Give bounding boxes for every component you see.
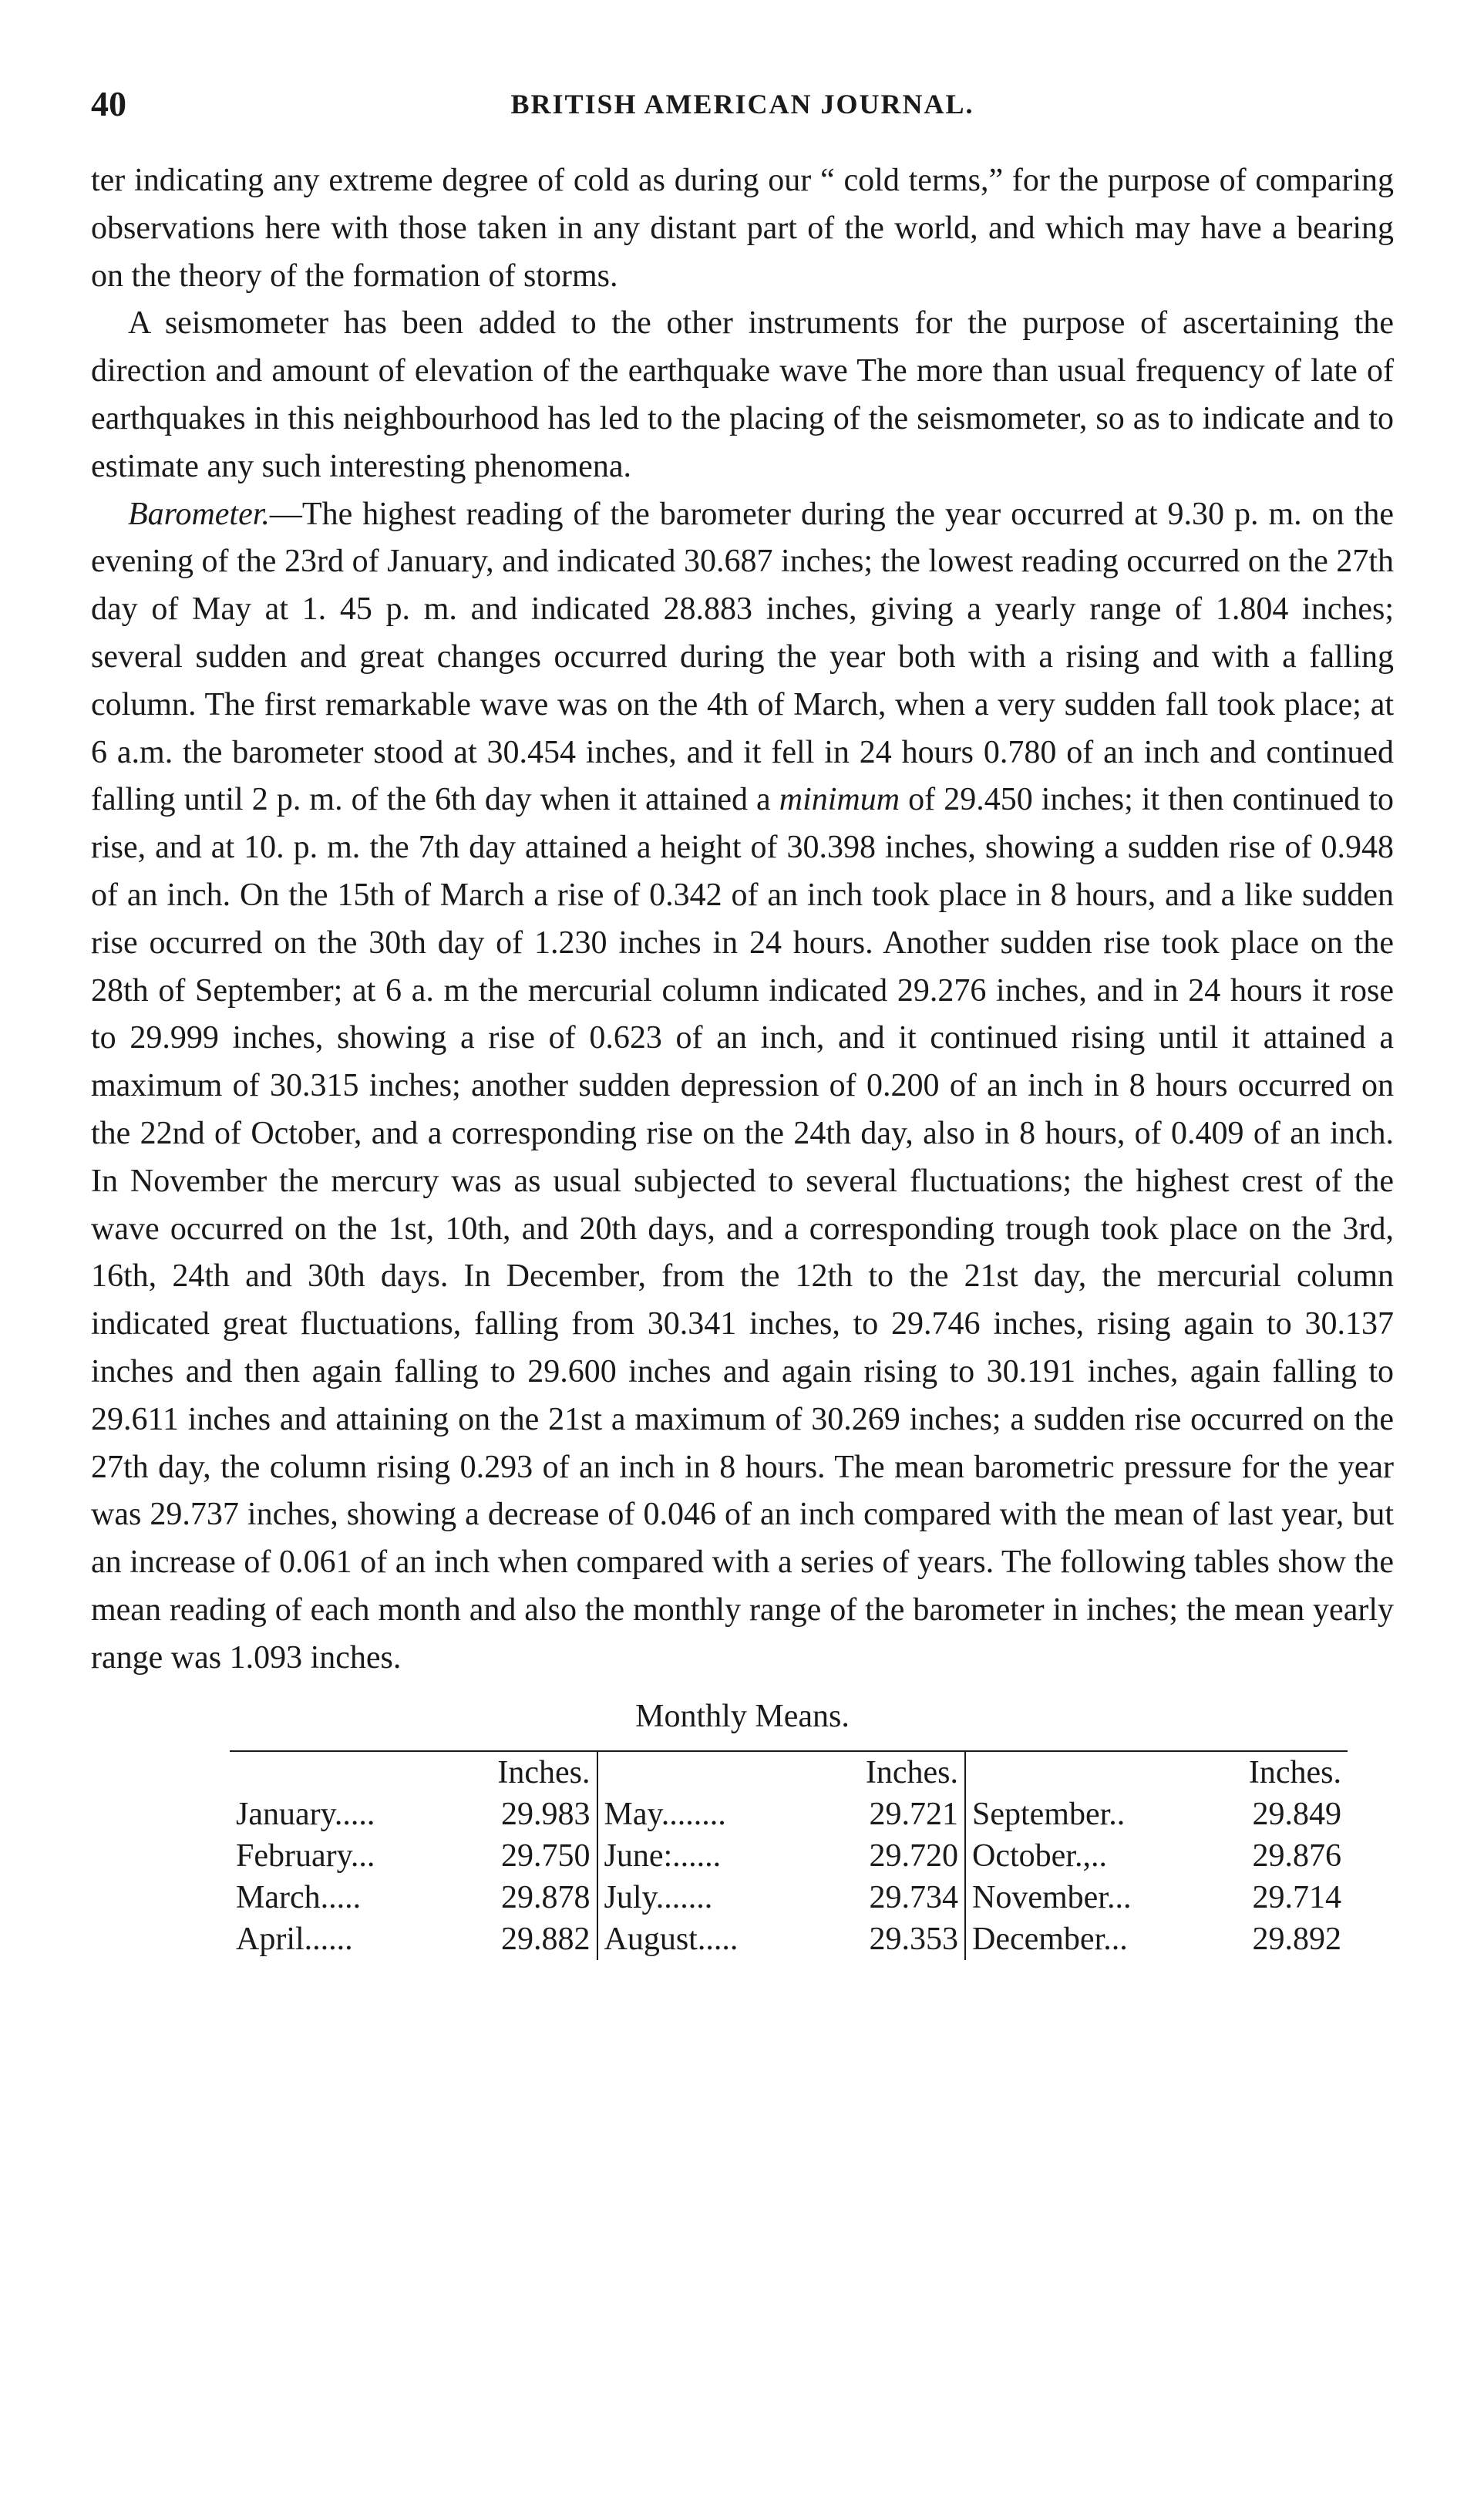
value-cell: 29.876 xyxy=(1252,1837,1341,1874)
table-row xyxy=(230,1918,1348,1960)
table-row xyxy=(230,1835,1348,1877)
paragraph-barometer xyxy=(91,491,1394,1682)
value-cell: 29.983 xyxy=(435,1794,597,1835)
barometer-lead: Barometer. xyxy=(128,496,270,532)
month-cell: December... xyxy=(972,1921,1128,1957)
table-title: Monthly Means. xyxy=(635,1698,850,1734)
unit-header-1: Inches. xyxy=(435,1751,597,1794)
month-cell: February... xyxy=(236,1837,375,1874)
value-cell: 29.878 xyxy=(435,1877,597,1918)
unit-header-3: Inches. xyxy=(1248,1754,1341,1790)
month-cell: July....... xyxy=(604,1879,713,1915)
value-cell: 29.849 xyxy=(1252,1796,1341,1832)
journal-page xyxy=(91,83,1394,1960)
value-cell: 29.714 xyxy=(1252,1879,1341,1915)
value-cell: 29.353 xyxy=(803,1918,966,1960)
value-cell: 29.892 xyxy=(1252,1921,1341,1957)
table-row xyxy=(230,1877,1348,1918)
paragraph-seismometer: A seismometer has been added to the other instruments for the purpose of ascertaining the direction and amount of elevation of the earthquake wave The more than usual frequency of late of earthquakes in this neighbourhood has led to the placing of the seismometer, so as to indicate and to estimate any such interesting phenomena. xyxy=(91,305,1394,484)
month-cell: April...... xyxy=(236,1921,353,1957)
value-cell: 29.750 xyxy=(435,1835,597,1877)
barometer-text-b: of 29.450 inches; it then continued to rise, and at 10. p. m. the 7th day attained a height of 30.398 inches, showing a sudden rise of 0.948 of an inch. On the 15th of March a rise of 0.342 of an inch took place in 8 hours, and a like sudden rise occurred on the 30th day of 1.230 inches in 24 hours. Another sudden rise took place on the 28th of September; at 6 a. m the mercurial column indicated 29.276 inches, and in 24 hours it rose to 29.999 inches, showing a rise of 0.623 of an inch, and it continued rising until it attained a maximum of 30.315 inches; another sudden depression of 0.200 of an inch in 8 hours occurred on the 22nd of October, and a corresponding rise on the 24th day, also in 8 hours, of 0.409 of an inch. In November the mercury was as usual subjected to several fluctuations; the highest crest of the wave occurred on the 1st, 10th, and 20th days, and a corresponding trough took place on the 3rd, 16th, 24th and 30th days. In December, from the 12th to the 21st day, the mercurial column indicated great fluctuations, falling from 30.341 inches, to 29.746 inches, rising again to 30.137 inches and then again falling to 29.600 inches and again rising to 30.191 inches, again falling to 29.611 inches and attaining on the 21st a maximum of 30.269 inches; a sudden rise occurred on the 27th day, the column rising 0.293 of an inch in 8 hours. The mean barometric pressure for the year was 29.737 inches, showing a decrease of 0.046 of an inch compared with the mean of last year, but an increase of 0.061 of an inch when compared with a series of years. The following tables show the mean reading of each month and also the monthly range of the barometer in inches; the mean yearly range was 1.093 inches. xyxy=(91,782,1394,1676)
month-cell: October.,.. xyxy=(972,1837,1107,1874)
month-cell: May........ xyxy=(604,1796,726,1832)
barometer-text-a: —The highest reading of the barometer during the year occurred at 9.30 p. m. on the evening of the 23rd of January, and indicated 30.687 inches; the lowest reading occurred on the 27th day of May at 1. 45 p. m. and indicated 28.883 inches, giving a yearly range of 1.804 inches; several sudden and great changes occurred during the year both with a rising and with a falling column. The first remarkable wave was on the 4th of March, when a very sudden fall took place; at 6 a.m. the barometer stood at 30.454 inches, and it fell in 24 hours 0.780 of an inch and continued falling until 2 p. m. of the 6th day when it attained a xyxy=(91,496,1394,818)
month-cell: November... xyxy=(972,1879,1132,1915)
month-cell: June:...... xyxy=(604,1837,722,1874)
month-cell: March..... xyxy=(236,1879,362,1915)
value-cell: 29.721 xyxy=(803,1794,966,1835)
table-header-row xyxy=(230,1751,1348,1794)
paragraph-cold-terms: ter indicating any extreme degree of cold as during our “ cold terms,” for the purpose of comparing observations here with those taken in any distant part of the world, and which may have a bearing on the theory of the formation of storms. xyxy=(91,163,1394,294)
page-number: 40 xyxy=(91,84,126,123)
body-text xyxy=(91,157,1394,1682)
month-cell: January..... xyxy=(236,1796,375,1832)
page-header xyxy=(91,83,1394,130)
running-head: BRITISH AMERICAN JOURNAL. xyxy=(510,89,974,120)
table-row xyxy=(230,1794,1348,1835)
month-cell: September.. xyxy=(972,1796,1126,1832)
month-cell: August..... xyxy=(604,1921,739,1957)
unit-header-2: Inches. xyxy=(803,1751,966,1794)
value-cell: 29.882 xyxy=(435,1918,597,1960)
minimum-word: minimum xyxy=(779,782,900,818)
value-cell: 29.734 xyxy=(803,1877,966,1918)
monthly-means-table xyxy=(230,1750,1348,1960)
value-cell: 29.720 xyxy=(803,1835,966,1877)
